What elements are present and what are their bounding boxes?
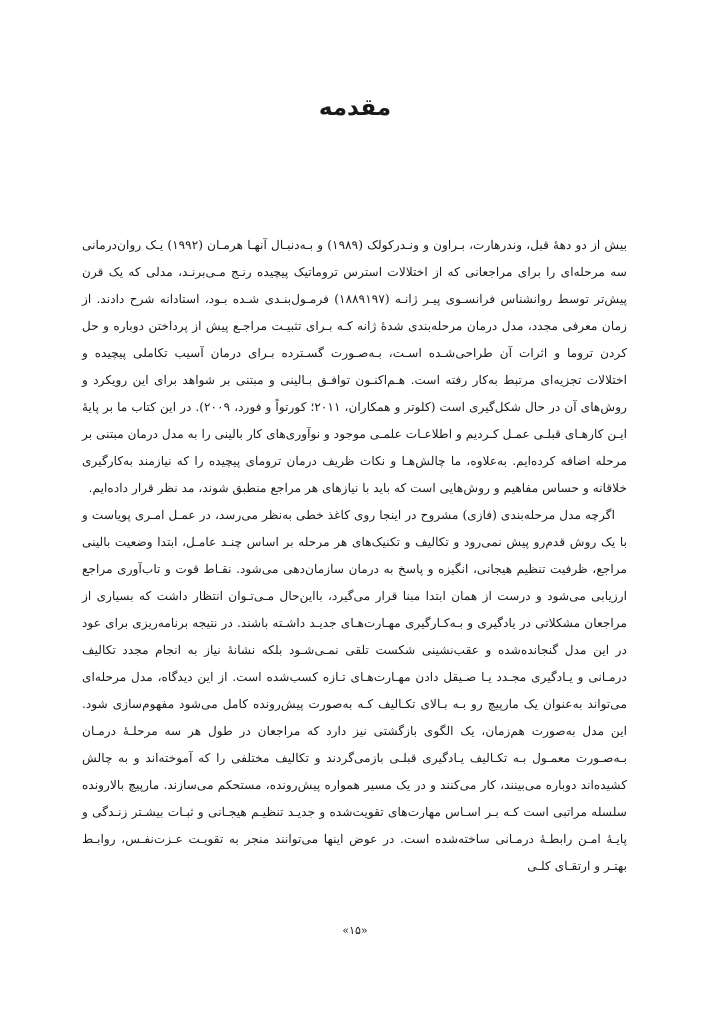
paragraph-2: اگرچه مدل مرحله‌بندی (فازی) مشروح در اینجا روی کاغذ خطی به‌نظر می‌رسد، در عمـل امـری پویاست و با یک روش قدم‌رو پیش نمی‌رود و تکالیف و تکنیک‌های هر مرحله بر اساس چنـد عامـل، ابتدا وضعیت بالینی مراجع، ظرفیت تنظیم هیجانی، انگیزه و پاسخ به درمان سازمان‌دهی می‌شود. نقـاط قوت و تاب‌آوری مراجع ارزیابی می‌شود و درست از همان ابتدا مبنا قرار می‌گیرد، بااین‌حال مـی‌تـوان انتظار داشت که بسیاری از مراجعان مشکلاتی در یادگیری و بـه‌کـارگیری مهـارت‌هـای جدیـد داشـته باشند. در نتیجه برنامه‌ریزی برای عود در این مدل گنجانده‌شده و عقب‌نشینی شکست تلقی نمـی‌شـود بلکه نشانهٔ نیاز به انجام مجدد تکالیف درمـانی و یـادگیری مجـدد یـا صـیقل دادن مهـارت‌هـای تـازه کسب‌شده است. از این دیدگاه، مدل مرحله‌ای می‌تواند به‌عنوان یک مارپیچ رو بـه بـالای تکـالیف کـه به‌صورت پیش‌رونده کامل می‌شود مفهوم‌سازی شود. این مدل به‌صورت هم‌زمان، یک الگوی بازگشتی نیز دارد که مراجعان در طول هر سه مرحلـهٔ درمـان بـه‌صـورت معمـول بـه تکـالیف یـادگیری قبلـی بازمی‌گردند و تکالیف مختلفی را که آموخته‌اند و به چالش کشیده‌اند دوباره می‌بینند، کار می‌کنند و در یک مسیر همواره پیش‌رونده، مستحکم می‌سازند. مارپیچ بالارونده سلسله مراتبی است کـه بـر اسـاس مهارت‌های تقویت‌شده و جدیـد تنظیـم هیجـانی و ثبـات بیشـتر زنـدگی و پایـهٔ امـن رابطـهٔ درمـانی ساخته‌شده است. در عوض اینها می‌توانند منجر به تقویـت عـزت‌نفـس، روابـط بهتـر و ارتقـای کلـی [82, 508, 627, 873]
page-title: مقدمه [318, 95, 392, 121]
page-number: «۱۵» [342, 924, 368, 937]
body-text [82, 232, 627, 880]
paragraph-1: بیش از دو دههٔ قبل، وندرهارت، بـراون و ونـدرکولک (۱۹۸۹) و بـه‌دنبـال آنهـا هرمـان (۱۹۹۲) یـک روان‌درمانی سه مرحله‌ای را برای مراجعانی که از اختلالات استرس تروماتیک پیچیده رنـج مـی‌برنـد، مدلی که یک قرن پیش‌تر توسط روانشناس فرانسـوی پیـر ژانـه (۱۸۸۹۱۹۷) فرمـول‌بنـدی شـده بـود، استادانه شرح دادند. از زمان معرفی مجدد، مدل درمان مرحله‌بندی شدهٔ ژانه کـه بـرای تثبیـت مراجـع پیش از پرداختن دوباره و حل کردن تروما و اثرات آن طراحی‌شـده اسـت، بـه‌صـورت گسـترده بـرای درمان آسیب تکاملی پیچیده و اختلالات تجزیه‌ای مرتبط به‌کار رفته است. هـم‌اکنـون توافـق بـالینی و مبتنی بر شواهد برای این رویکرد و روش‌های آن در حال شکل‌گیری است (کلوتر و همکاران، ۲۰۱۱؛ کورتواً و فورد، ۲۰۰۹). در این کتاب ما بر پایهٔ ایـن کارهـای قبلـی عمـل کـردیم و اطلاعـات علمـی موجود و نوآوری‌های کار بالینی را به مدل درمان مبتنی بر مرحله اضافه کرده‌ایم. به‌علاوه، ما چالش‌هـا و نکات ظریف درمان ترومای پیچیده را که نیازمند به‌کارگیری خلاقانه و حساس مفاهیم و روش‌هایی است که باید با نیازهای هر مراجع منطبق شوند، مد نظر قرار داده‌ایم. [82, 238, 627, 495]
